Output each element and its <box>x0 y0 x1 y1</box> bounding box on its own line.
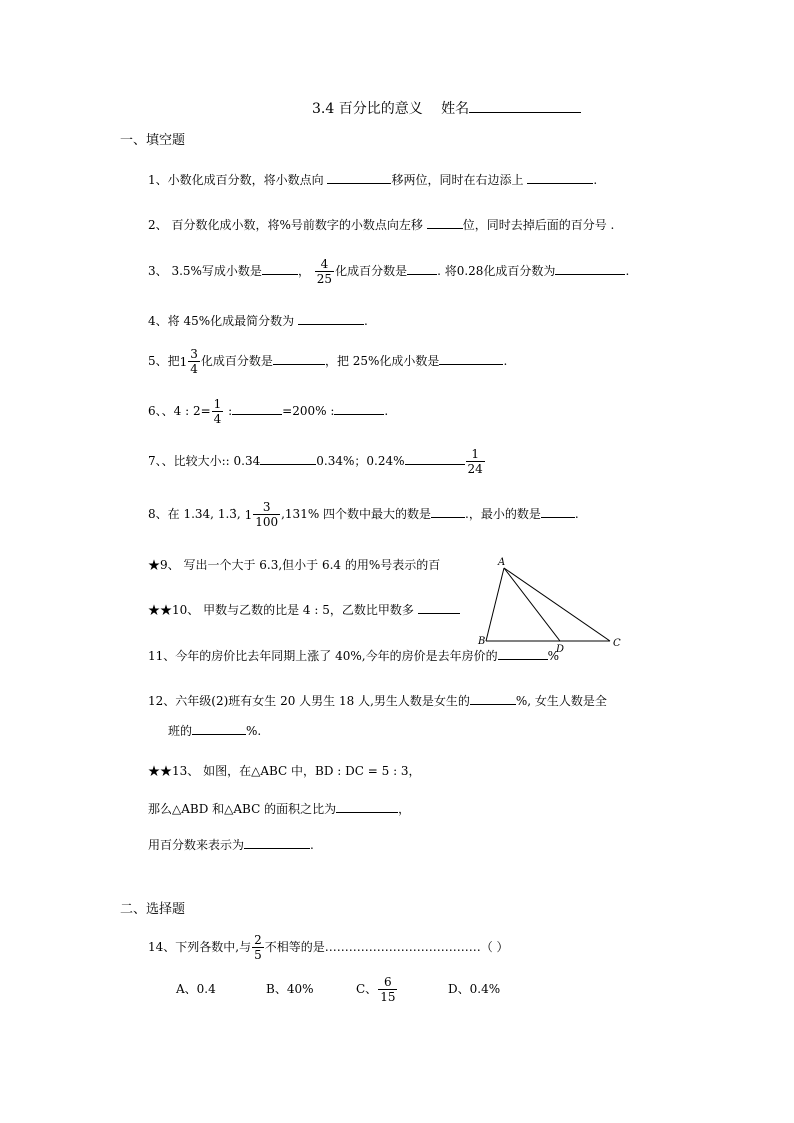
page-title <box>312 99 581 117</box>
q7-blank-1[interactable] <box>260 451 316 465</box>
question-13-line3: 用百分数来表示为 . <box>148 835 314 853</box>
question-12: 12、六年级(2)班有女生 20 人男生 18 人,男生人数是女生的 %, 女生人数是全 <box>148 691 607 709</box>
label-a: A <box>498 557 506 568</box>
edge-ac <box>504 568 610 641</box>
question-6: 6、、4 : 2= $\frac{1}{4}$ : =200% : . <box>148 397 389 426</box>
question-14: 14、下列各数中,与 $\frac{2}{5}$ 不相等的是…………………………………（ ） <box>148 933 509 962</box>
q7-blank-2[interactable] <box>405 451 465 465</box>
section-fill-in: 一、填空题 <box>120 133 186 148</box>
triangle-figure <box>476 554 626 654</box>
question-3: 3、 3.5%写成小数是 ， $\frac{4}{25}$ 化成百分数是 . 将0.28化成百分数为 . <box>148 257 630 286</box>
option-d[interactable]: D、0.4% <box>448 982 501 996</box>
q8-repeating-decimal: 1.3̇ <box>217 507 237 521</box>
q5-mixed-number: 1 $\frac{3}{4}$ <box>179 347 198 376</box>
question-10: ★★10、 甲数与乙数的比是 4 : 5，乙数比甲数多 <box>148 600 460 618</box>
question-12-cont: 班的 %. <box>168 721 261 739</box>
options-row <box>176 972 500 1006</box>
q8-blank-2[interactable] <box>541 504 575 518</box>
q5-blank-1[interactable] <box>273 351 325 365</box>
q12-blank-2[interactable] <box>192 721 246 735</box>
q10-blank[interactable] <box>418 600 460 614</box>
q3-fraction: $\frac{4}{25}$ <box>316 257 333 286</box>
question-5: 5、把 1 $\frac{3}{4}$ 化成百分数是 ，把 25%化成小数是 . <box>148 344 507 379</box>
question-13: ★★13、 如图，在△ABC 中，BD : DC = 5 : 3， <box>148 764 421 778</box>
label-d: D <box>556 644 565 654</box>
question-13-line2: 那么△ABD 和△ABC 的面积之比为 ， <box>148 799 410 817</box>
q13-blank-2[interactable] <box>244 835 310 849</box>
question-4: 4、将 45%化成最简分数为 . <box>148 311 368 329</box>
name-label: 姓名 <box>441 101 470 117</box>
question-9: ★9、 写出一个大于 6.3,但小于 6.4 的用%号表示的百 <box>148 558 441 572</box>
title-text: 3.4 百分比的意义 <box>312 101 423 117</box>
option-b[interactable]: B、40% <box>266 982 314 996</box>
q3-blank-2[interactable] <box>407 261 437 275</box>
edge-ad <box>504 568 560 641</box>
q11-blank[interactable] <box>498 646 548 660</box>
q7-fraction: $\frac{1}{24}$ <box>467 447 483 476</box>
q6-blank-2[interactable] <box>334 401 384 415</box>
q1-blank-1[interactable] <box>327 170 391 184</box>
question-1: 1、小数化成百分数，将小数点向 移两位，同时在右边添上 . <box>148 170 597 188</box>
q12-blank-1[interactable] <box>470 691 516 705</box>
q3-blank-3[interactable] <box>555 261 625 275</box>
q5-blank-2[interactable] <box>439 351 503 365</box>
q3-blank-1[interactable] <box>262 261 298 275</box>
q6-blank-1[interactable] <box>232 401 282 415</box>
option-c[interactable]: C、 $\frac{6}{15}$ <box>356 975 396 1004</box>
q6-fraction: $\frac{1}{4}$ <box>213 397 222 426</box>
label-c: C <box>613 638 621 649</box>
question-11: 11、今年的房价比去年同期上涨了 40%,今年的房价是去年房价的 % <box>148 646 559 664</box>
q13-blank-1[interactable] <box>336 799 398 813</box>
name-blank[interactable] <box>469 99 581 113</box>
label-b: B <box>478 636 486 647</box>
q8-mixed-number: 1 $\frac{3}{100}$ <box>244 500 279 529</box>
q8-blank-1[interactable] <box>431 504 465 518</box>
section-choice: 二、选择题 <box>120 902 186 917</box>
q14-fraction: $\frac{2}{5}$ <box>254 933 262 962</box>
option-a[interactable]: A、0.4 <box>176 982 216 996</box>
q1-blank-2[interactable] <box>527 170 593 184</box>
q4-blank[interactable] <box>298 311 364 325</box>
q2-blank[interactable] <box>427 215 463 229</box>
question-8: 8、在 1.34, 1.3̇, 1 $\frac{3}{100}$ ,131% 四个数中最大的数是 .，最小的数是 . <box>148 497 579 532</box>
question-7: 7、、比较大小:: 0.34 0.34%；0.24% $\frac{1}{24}$ <box>148 447 483 476</box>
edge-ab <box>486 568 504 641</box>
question-2: 2、 百分数化成小数，将%号前数字的小数点向左移 位，同时去掉后面的百分号 . <box>148 215 614 233</box>
